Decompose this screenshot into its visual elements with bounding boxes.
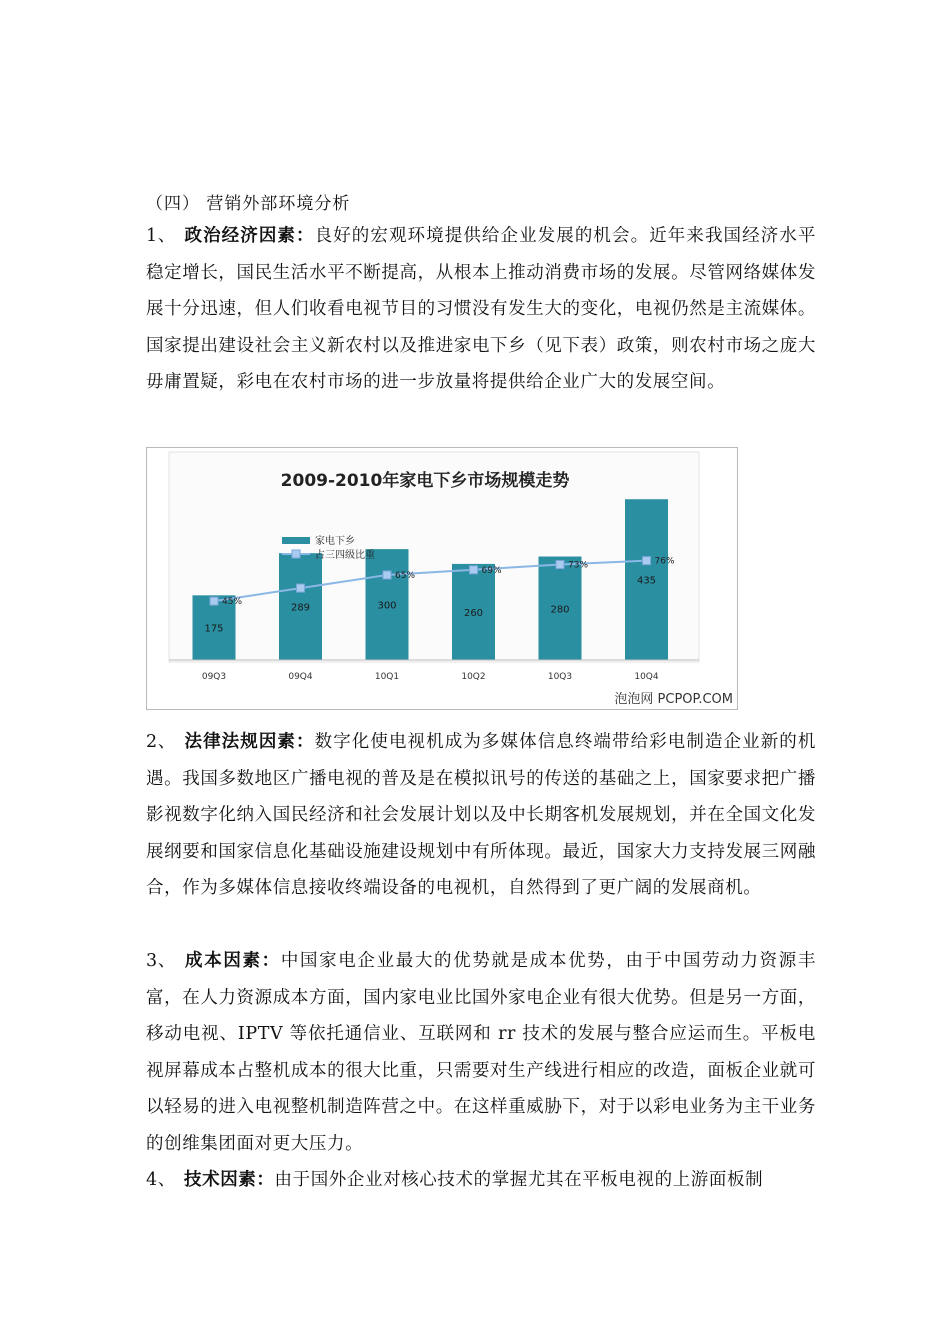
share-value-label: 76% xyxy=(654,556,675,567)
share-value-label: 69% xyxy=(481,565,502,576)
chart-title: 2009-2010年家电下乡市场规模走势 xyxy=(280,471,570,491)
legend-marker-swatch xyxy=(292,550,300,558)
legend-label-bar: 家电下乡 xyxy=(315,536,355,547)
item-text: 数字化使电视机成为多媒体信息终端带给彩电制造企业新的机遇。我国多数地区广播电视的普及是在模拟讯号的传送的基础之上，国家要求把广播影视数字化纳入国民经济和社会发展计划以及中长期客机发展规划，并在全国文化发展纲要和国家信息化基础设施建设规划中有所体现。最近，国家大力支持发展三网融合，作为多媒体信息接收终端设备的电视机，自然得到了更广阔的发展商机。 xyxy=(146,732,816,898)
share-marker xyxy=(210,597,218,605)
x-tick-label: 10Q4 xyxy=(634,672,659,682)
share-marker xyxy=(470,566,478,574)
item-text: 中国家电企业最大的优势就是成本优势，由于中国劳动力资源丰富，在人力资源成本方面，国内家电业比国外家电企业有很大优势。但是另一方面，移动电视、IPTV 等依托通信业、互联网和 rr 技术的发展与整合应运而生。平板电视屏幕成本占整机成本的很大比重，只需要对生产线进行相应的改造，面板企业就可以轻易的进入电视整机制造阵营之中。在这样重威胁下，对于以彩电业务为主干业务的创维集团面对更大压力。 xyxy=(146,951,816,1154)
item-text: 良好的宏观环境提供给企业发展的机会。近年来我国经济水平稳定增长，国民生活水平不断提高，从根本上推动消费市场的发展。尽管网络媒体发展十分迅速，但人们收看电视节目的习惯没有发生大的变化，电视仍然是主流媒体。国家提出建设社会主义新农村以及推进家电下乡（见下表）政策，则农村市场之庞大毋庸置疑，彩电在农村市场的进一步放量将提供给企业广大的发展空间。 xyxy=(146,226,816,392)
item-title: 政治经济因素： xyxy=(184,226,315,246)
bar-value-label: 175 xyxy=(204,623,224,635)
legend-swatch-bar xyxy=(282,537,310,544)
x-tick-label: 09Q4 xyxy=(288,672,313,682)
x-tick-label: 10Q1 xyxy=(374,672,400,682)
share-value-label: 65% xyxy=(395,571,416,581)
paragraph-cost xyxy=(146,943,816,1162)
share-value-label: 73% xyxy=(568,560,589,571)
bar-value-label: 435 xyxy=(636,575,657,587)
bar-value-label: 260 xyxy=(463,607,484,619)
share-marker xyxy=(383,571,391,579)
share-value-label: 45% xyxy=(222,597,243,608)
legend-label-line: 占三四级比重 xyxy=(315,550,375,561)
item-number: 1、 xyxy=(146,226,176,246)
share-marker xyxy=(297,584,305,592)
item-title: 成本因素： xyxy=(184,951,281,971)
item-number: 4、 xyxy=(146,1170,176,1190)
chart-canvas xyxy=(147,448,738,710)
share-marker xyxy=(556,561,564,569)
item-text: 由于国外企业对核心技术的掌握尤其在平板电视的上游面板制 xyxy=(274,1170,764,1190)
item-title: 法律法规因素： xyxy=(184,732,315,752)
bar-value-label: 289 xyxy=(290,602,311,614)
section-heading: （四） 营销外部环境分析 xyxy=(146,194,351,214)
x-tick-label: 10Q3 xyxy=(547,672,573,682)
share-marker xyxy=(643,557,651,565)
market-scale-chart xyxy=(146,447,738,710)
chart-source-watermark: 泡泡网 PCPOP.COM xyxy=(614,692,733,707)
bar-value-label: 280 xyxy=(550,604,570,616)
paragraph-technology xyxy=(146,1162,816,1199)
paragraph-legal xyxy=(146,724,816,907)
item-number: 3、 xyxy=(146,951,176,971)
item-number: 2、 xyxy=(146,732,176,752)
item-title: 技术因素： xyxy=(184,1170,275,1190)
bar-value-label: 300 xyxy=(377,600,397,612)
x-tick-label: 09Q3 xyxy=(201,672,227,682)
paragraph-political-economic xyxy=(146,218,816,401)
x-tick-label: 10Q2 xyxy=(461,672,486,682)
